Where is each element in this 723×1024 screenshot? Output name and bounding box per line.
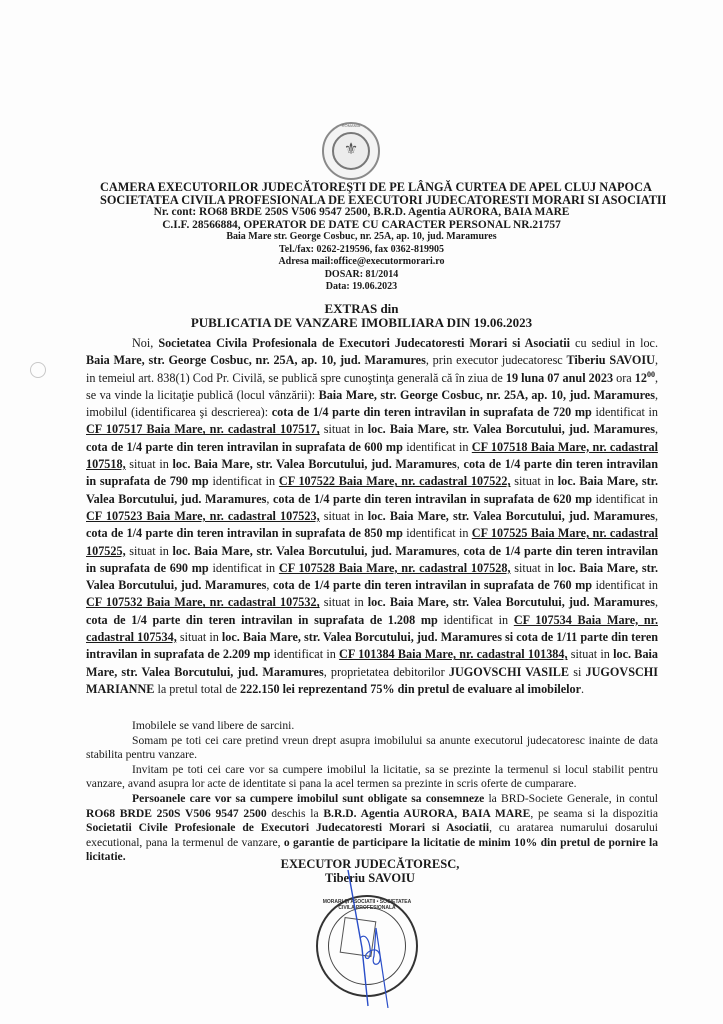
property-street: loc. Baia Mare, str. Valea Borcutului, jud. Maramures — [172, 457, 457, 472]
property-street: loc. Baia Mare, str. Valea Borcutului, jud. Maramures — [367, 422, 655, 437]
property-cf-reference: CF 101384 Baia Mare, nr. cadastral 101384, — [339, 647, 568, 662]
debtor-1: JUGOVSCHI VASILE — [448, 664, 570, 679]
bank-account: RO68 BRDE 250S V506 9547 2500 — [86, 806, 267, 820]
auction-location: Baia Mare, str. George Cosbuc, nr. 25A, ap. 10, jud. Maramures — [318, 387, 655, 402]
signer-name: Tiberiu SAVOIU — [325, 871, 415, 885]
handwritten-signature-icon — [340, 868, 400, 1008]
text-situat-in: situat in — [567, 647, 614, 662]
text-situat-in: situat in — [125, 543, 173, 558]
property-separator: , — [654, 422, 659, 437]
note-invitation: Invitam pe toti cei care vor sa cumpere imobilul la licitatie, sa se prezinte la termenul si locul stabilit pentru vanzare, avand asupra lor acte de identitate si pana la acel termen sa prezinte in scris oferte de cumparare. — [86, 762, 658, 791]
property-cf-reference: CF 107528 Baia Mare, nr. cadastral 107528, — [278, 560, 511, 575]
header-address: Baia Mare str. George Cosbuc, nr. 25A, ap. 10, jud. Maramures — [226, 231, 497, 242]
property-separator: , — [654, 508, 659, 523]
minutes-value: 00 — [646, 369, 655, 379]
property-share: cota de 1/4 parte din teren intravilan in suprafata de 690 mp — [86, 543, 659, 575]
property-separator: , — [266, 578, 273, 593]
notes-section — [86, 719, 658, 865]
header-email: Adresa mail:office@executormorari.ro — [278, 256, 445, 267]
header-cif: C.I.F. 28566884, OPERATOR DE DATE CU CARACTER PERSONAL NR.21757 — [162, 218, 561, 231]
property-share: cota de 1/4 parte din teren intravilan in suprafata de 620 mp — [272, 491, 593, 506]
announcement-paragraph — [86, 335, 658, 698]
property-share: cota de 1/4 parte din teren intravilan in suprafata de 790 mp — [86, 457, 659, 489]
header-dosar: DOSAR: 81/2014 — [324, 268, 399, 280]
debtor-2: JUGOVSCHI MARIANNE — [86, 664, 658, 696]
note-summons: Somam pe toti cei care pretind vreun drept asupra imobilului sa anunte executorul judecatoresc inainte de data stabilita pentru vanzare. — [86, 733, 658, 762]
text-si-cota: si — [505, 630, 517, 645]
text-identificat-in: identificat in — [592, 491, 659, 506]
property-street: loc. Baia Mare, str. Valea Borcutului, jud. Maramures — [367, 595, 655, 610]
text-si: si — [569, 664, 586, 679]
header-account: Nr. cont: RO68 BRDE 250S V506 9547 2500, B.R.D. Agentia AURORA, BAIA MARE — [153, 206, 570, 218]
bank-agency: B.R.D. Agentia AURORA, BAIA MARE — [323, 806, 531, 820]
text-situat-in: situat in — [319, 595, 368, 610]
text-identificat-in: identificat in — [208, 474, 279, 489]
property-cf-reference: CF 107532 Baia Mare, nr. cadastral 107532, — [86, 595, 320, 610]
text-end: . — [581, 681, 585, 696]
text-identificat-in: identificat in — [592, 578, 659, 593]
text-deschis: deschis la — [266, 806, 324, 820]
text-cu-sediul: cu sediul in loc. — [570, 336, 659, 350]
text-in-contul: la BRD-Societe Generale, in contul — [484, 791, 658, 805]
text-identificat-in: identificat in — [270, 647, 340, 662]
property-street: loc. Baia Mare, str. Valea Borcutului, jud. Maramures — [86, 474, 659, 506]
header-date: Data: 19.06.2023 — [325, 281, 398, 292]
text-situat-in: situat in — [319, 508, 368, 523]
stamp-text: MORARI ŞI ASOCIATII • SOCIETATEA CIVILA PROFESIONALA — [322, 899, 412, 911]
note-free-of-charges: Imobilele se vand libere de sarcini. — [132, 719, 295, 732]
property-street: loc. Baia Mare, str. Valea Borcutului, jud. Maramures — [86, 560, 659, 593]
guarantee-amount: o garantie de participare la licitatie de minim 10% din pretul de pornire la licitatie. — [86, 835, 658, 864]
property-cf-reference: CF 107518 Baia Mare, nr. cadastral 107518, — [86, 439, 658, 472]
text-proprietatea: , proprietatea debitorilor — [323, 664, 449, 679]
letterhead — [100, 180, 667, 294]
header-company: SOCIETATEA CIVILA PROFESIONALA DE EXECUTORI JUDECATORESTI MORARI SI ASOCIATII — [100, 192, 667, 207]
property-separator: , — [266, 491, 273, 506]
text-pe-seama: , pe seama si la dispozitia — [530, 806, 658, 820]
property-cf-reference: CF 107517 Baia Mare, nr. cadastral 107517, — [86, 422, 320, 437]
property-share: cota de 1/4 parte din teren intravilan in suprafata de 760 mp — [272, 578, 593, 593]
header-phone: Tel./fax: 0262-219596, fax 0362-819905 — [279, 243, 444, 255]
title-line-2: PUBLICATIA DE VANZARE IMOBILIARA DIN 19.06.2023 — [190, 315, 533, 330]
text-identificat-in: identificat in — [437, 612, 514, 627]
document-title — [100, 302, 623, 330]
text-la-pretul: la pretul total de — [154, 681, 241, 696]
text-situat-in: situat in — [176, 630, 222, 645]
property-share: cota de 1/11 parte din teren intravilan in suprafata de 2.209 mp — [86, 630, 659, 662]
text-identificat-in: identificat in — [402, 439, 472, 454]
property-share: cota de 1/4 parte din teren intravilan in suprafata de 600 mp — [86, 439, 403, 454]
text-identificat-in: identificat in — [208, 560, 279, 575]
property-cf-reference: CF 107525 Baia Mare, nr. cadastral 107525, — [86, 526, 658, 558]
text-identificat-in: identificat in — [591, 405, 658, 420]
property-share: cota de 1/4 parte din teren intravilan in suprafata de 720 mp — [271, 405, 592, 420]
property-separator: , — [456, 457, 464, 472]
beneficiary-company: Societatii Civile Profesionale de Executori Judecatoresti Morari si Asociatii — [86, 821, 490, 835]
property-separator: , — [456, 543, 464, 558]
header-chamber: CAMERA EXECUTORILOR JUDECĂTOREŞTI DE PE LÂNGĂ CURTEA DE APEL CLUJ NAPOCA — [100, 180, 652, 194]
company-name: Societatea Civila Profesionala de Executori Judecatoresti Morari si Asociatii — [158, 336, 571, 350]
signer-role: EXECUTOR JUDECĂTORESC, — [280, 857, 460, 871]
property-street: loc. Baia Mare, str. Valea Borcutului, jud. Maramures — [86, 647, 659, 679]
announcement-body — [86, 335, 658, 698]
property-separator: , — [654, 595, 659, 610]
text-temeiul: , in temeiul art. 838(1) Cod Pr. Civilă, se publică spre cunoştinţa generală că în ziua de — [86, 353, 658, 385]
auction-date: 19 luna 07 anul 2023 — [505, 370, 614, 385]
eagle-icon: ⚜ — [343, 141, 359, 158]
property-cf-reference: CF 107522 Baia Mare, nr. cadastral 107522, — [278, 474, 511, 489]
auction-hour — [635, 371, 655, 385]
emblem-inner-ring — [332, 132, 370, 170]
emblem-caption: ROMANIA — [341, 123, 361, 128]
text-ora: ora — [613, 370, 635, 385]
text-situat-in: situat in — [319, 422, 368, 437]
text-aratarea: , cu aratarea numarului dosarului executional, pana la termenul de vanzare, — [86, 821, 658, 849]
text-situat-in: situat in — [510, 474, 558, 489]
text-identificat-in: identificat in — [402, 526, 472, 541]
property-street: loc. Baia Mare, str. Valea Borcutului, jud. Maramures — [172, 543, 457, 558]
total-price: 222.150 lei reprezentand 75% din pretul de evaluare al imobilelor — [240, 681, 582, 696]
text-se-va-vinde: , se va vinde la licitaţie publică (locul vânzării): — [86, 370, 659, 402]
hour-value: 12 — [634, 370, 647, 385]
executor-name: Tiberiu SAVOIU — [566, 353, 655, 368]
property-cf-reference: CF 107534 Baia Mare, nr. cadastral 107534, — [86, 612, 658, 645]
property-share: cota de 1/4 parte din teren intravilan in suprafata de 850 mp — [86, 526, 403, 541]
text-noi: Noi, — [132, 336, 159, 350]
text-prin: , prin executor judecatoresc — [425, 353, 567, 368]
company-address: Baia Mare, str. George Cosbuc, nr. 25A, ap. 10, jud. Maramures — [86, 353, 426, 368]
note-guarantee — [86, 792, 658, 865]
punch-hole-mark — [30, 362, 46, 378]
text-imobilul: , imobilul (identificarea şi descrierea): — [86, 387, 658, 420]
guarantee-obligation: Persoanele care vor sa cumpere imobilul sunt obligate sa consemneze — [132, 791, 485, 805]
property-cf-reference: CF 107523 Baia Mare, nr. cadastral 107523, — [86, 508, 320, 523]
property-share: cota de 1/4 parte din teren intravilan in suprafata de 1.208 mp — [86, 612, 438, 627]
coat-of-arms-icon — [322, 122, 380, 180]
property-list — [86, 405, 658, 678]
property-street: loc. Baia Mare, str. Valea Borcutului, jud. Maramures — [367, 508, 655, 523]
property-street: loc. Baia Mare, str. Valea Borcutului, jud. Maramures — [221, 630, 502, 645]
text-situat-in: situat in — [510, 560, 558, 575]
title-line-1: EXTRAS din — [324, 301, 399, 316]
text-situat-in: situat in — [125, 457, 173, 472]
